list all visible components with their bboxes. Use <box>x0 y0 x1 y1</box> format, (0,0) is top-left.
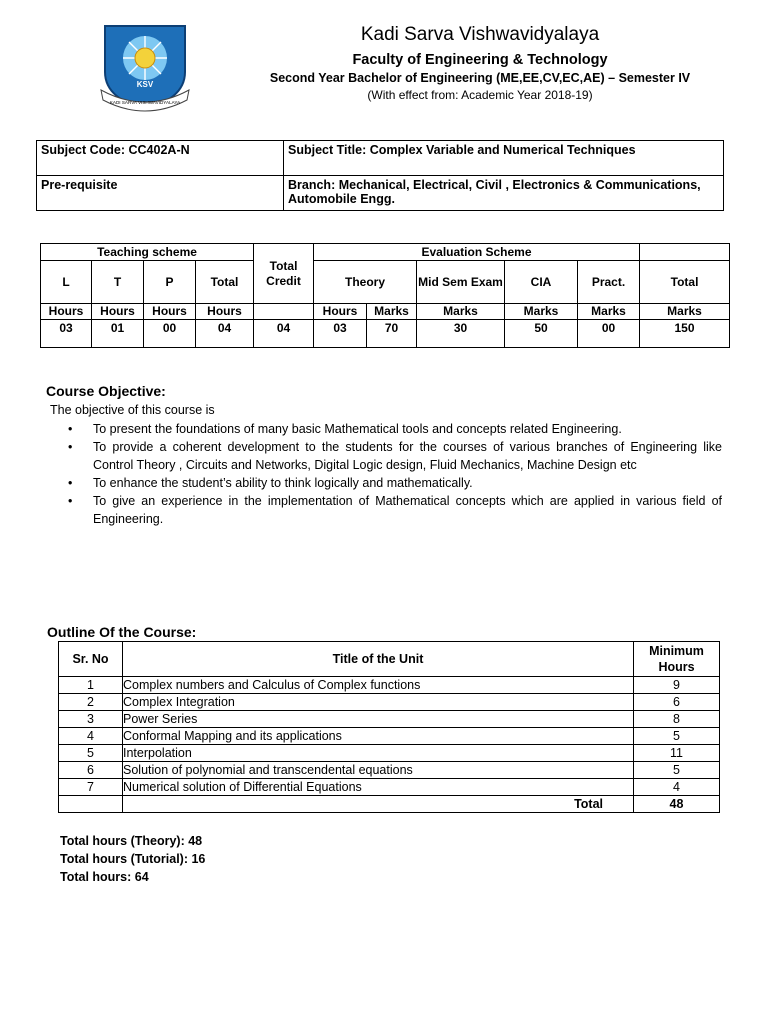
table-row <box>59 779 720 796</box>
faculty-name: Faculty of Engineering & Technology <box>352 52 608 68</box>
total-credit-header: Total Credit <box>254 244 314 304</box>
unit-sr: 2 <box>59 694 123 711</box>
col-p: P <box>144 261 196 304</box>
value-cell: 03 <box>41 320 92 348</box>
unit-title: Numerical solution of Differential Equations <box>123 779 634 796</box>
value-cell: 01 <box>92 320 144 348</box>
university-name: Kadi Sarva Vishwavidyalaya <box>360 24 600 45</box>
course-objective-title: Course Objective: <box>46 383 166 399</box>
value-cell: 03 <box>314 320 367 348</box>
unit-hours: 5 <box>634 762 720 779</box>
unit-cell <box>254 304 314 320</box>
unit-title: Interpolation <box>123 745 634 762</box>
unit-sr: 1 <box>59 677 123 694</box>
col-t: T <box>92 261 144 304</box>
outline-total-label: Total <box>123 796 634 813</box>
unit-cell: Hours <box>92 304 144 320</box>
table-row <box>59 762 720 779</box>
header-min-hours: Minimum Hours <box>634 642 720 677</box>
col-theory: Theory <box>314 261 417 304</box>
table-row <box>59 677 720 694</box>
table-row <box>59 711 720 728</box>
unit-title: Conformal Mapping and its applications <box>123 728 634 745</box>
value-cell: 04 <box>254 320 314 348</box>
unit-cell: Marks <box>640 304 730 320</box>
branch-info: Branch: Mechanical, Electrical, Civil , Electronics & Communications, Automobile Engg. <box>284 176 724 211</box>
university-logo <box>97 22 193 112</box>
objective-item: • To present the foundations of many basic Mathematical tools and concepts related Engineering. <box>66 420 722 438</box>
col-cia: CIA <box>505 261 578 304</box>
total-hours-tutorial: Total hours (Tutorial): 16 <box>60 852 206 866</box>
program-title: Second Year Bachelor of Engineering (ME,EE,CV,EC,AE) – Semester IV <box>269 71 691 85</box>
unit-cell: Hours <box>41 304 92 320</box>
unit-hours: 6 <box>634 694 720 711</box>
header-sr-no: Sr. No <box>59 642 123 677</box>
unit-title: Complex numbers and Calculus of Complex functions <box>123 677 634 694</box>
table-row <box>59 728 720 745</box>
unit-hours: 4 <box>634 779 720 796</box>
value-cell: 00 <box>144 320 196 348</box>
scheme-table <box>40 243 730 348</box>
effective-year: (With effect from: Academic Year 2018-19) <box>367 88 593 102</box>
header-unit-title: Title of the Unit <box>123 642 634 677</box>
objective-item: • To provide a coherent development to the students for the courses of various branches of Engineering like Control Theory , Circuits and Networks, Digital Logic design, Fluid Mechanics, Machine Design etc <box>66 438 722 474</box>
unit-hours: 9 <box>634 677 720 694</box>
col-grand-total: Total <box>640 261 730 304</box>
objective-item: • To give an experience in the implementation of Mathematical concepts which are applied in various field of Engineering. <box>66 492 722 528</box>
table-row <box>59 694 720 711</box>
total-hours: Total hours: 64 <box>60 870 149 884</box>
unit-hours: 5 <box>634 728 720 745</box>
value-cell: 70 <box>367 320 417 348</box>
col-l: L <box>41 261 92 304</box>
subject-code: Subject Code: CC402A-N <box>37 141 284 176</box>
total-hours-theory: Total hours (Theory): 48 <box>60 834 203 848</box>
col-pract: Pract. <box>578 261 640 304</box>
evaluation-scheme-header: Evaluation Scheme <box>314 244 640 261</box>
unit-cell: Marks <box>505 304 578 320</box>
course-objective-list <box>66 420 722 528</box>
unit-title: Solution of polynomial and transcendental equations <box>123 762 634 779</box>
logo-monogram: KSV <box>136 80 154 89</box>
col-total: Total <box>196 261 254 304</box>
col-mid-sem: Mid Sem Exam <box>417 261 505 304</box>
unit-sr: 6 <box>59 762 123 779</box>
unit-sr: 5 <box>59 745 123 762</box>
objective-item: • To enhance the student’s ability to think logically and mathematically. <box>66 474 722 492</box>
subject-title: Subject Title: Complex Variable and Numerical Techniques <box>284 141 724 176</box>
value-cell: 04 <box>196 320 254 348</box>
unit-hours: 11 <box>634 745 720 762</box>
subject-info-table <box>36 140 724 211</box>
unit-sr: 7 <box>59 779 123 796</box>
outline-table <box>58 641 720 813</box>
value-cell: 00 <box>578 320 640 348</box>
unit-cell: Marks <box>367 304 417 320</box>
teaching-scheme-header: Teaching scheme <box>41 244 254 261</box>
outline-total-value: 48 <box>634 796 720 813</box>
unit-cell: Marks <box>417 304 505 320</box>
unit-title: Complex Integration <box>123 694 634 711</box>
course-objective-intro: The objective of this course is <box>50 403 215 417</box>
prerequisite-label: Pre-requisite <box>37 176 284 211</box>
table-row <box>59 745 720 762</box>
unit-cell: Hours <box>314 304 367 320</box>
unit-cell: Hours <box>144 304 196 320</box>
logo-text: KADI SARVA VISHWAVIDYALAYA <box>109 100 181 105</box>
unit-sr: 4 <box>59 728 123 745</box>
unit-hours: 8 <box>634 711 720 728</box>
value-cell: 50 <box>505 320 578 348</box>
outline-title: Outline Of the Course: <box>47 624 197 640</box>
unit-cell: Hours <box>196 304 254 320</box>
value-cell: 150 <box>640 320 730 348</box>
unit-title: Power Series <box>123 711 634 728</box>
unit-sr: 3 <box>59 711 123 728</box>
value-cell: 30 <box>417 320 505 348</box>
unit-cell: Marks <box>578 304 640 320</box>
